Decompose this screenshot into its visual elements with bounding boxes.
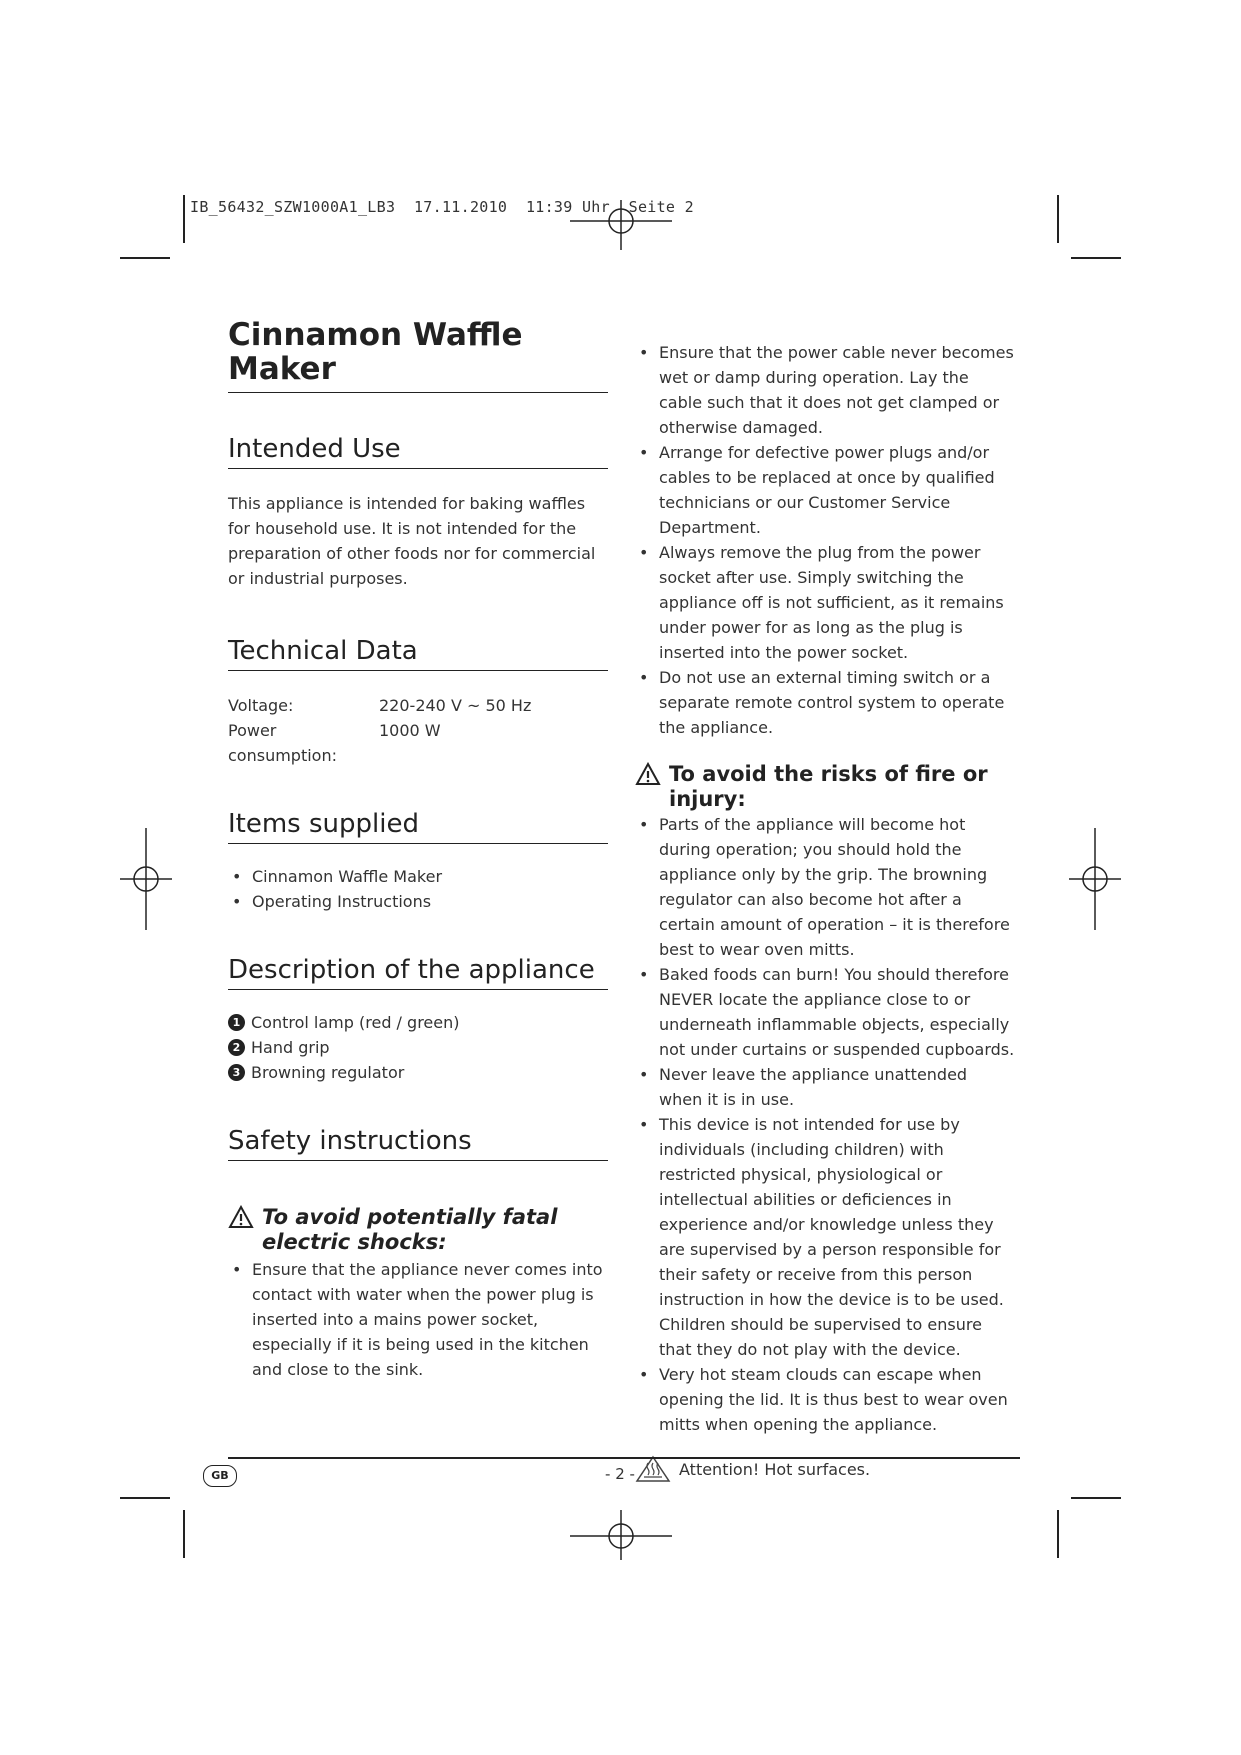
list-item xyxy=(228,1010,608,1035)
page-title: Cinnamon Waffle Maker xyxy=(228,318,608,393)
registration-mark-left-icon xyxy=(120,828,172,930)
crop-mark-top-left-horizontal xyxy=(120,257,170,259)
fire-safety-list xyxy=(635,812,1015,1437)
spec-value: 1000 W xyxy=(379,721,441,740)
list-item: • Ensure that the power cable never becomes wet or damp during operation. Lay the cable such that it does not get clamped or otherwise damaged. xyxy=(635,340,1015,440)
list-item: • Never leave the appliance unattended when it is in use. xyxy=(635,1062,1015,1112)
fire-warning-heading xyxy=(635,762,1015,812)
hot-surface-icon xyxy=(635,1455,671,1483)
list-item: • Arrange for defective power plugs and/or cables to be replaced at once by qualified technicians or our Customer Service Department. xyxy=(635,440,1015,540)
electric-safety-list-continued xyxy=(635,340,1015,740)
number-badge: 1 xyxy=(228,1014,245,1031)
list-item: • Ensure that the appliance never comes into contact with water when the power plug is inserted into a mains power socket, especially if it is being used in the kitchen and close to the sink. xyxy=(228,1257,608,1382)
number-badge: 3 xyxy=(228,1064,245,1081)
right-column xyxy=(635,340,1015,1483)
list-item: • Cinnamon Waffle Maker xyxy=(228,864,608,889)
list-item: • Operating Instructions xyxy=(228,889,608,914)
list-item: • Always remove the plug from the power socket after use. Simply switching the appliance off is not sufficient, as it remains under power for as long as the plug is inserted into the power socket. xyxy=(635,540,1015,665)
list-item xyxy=(228,1060,608,1085)
crop-mark-top-right-vertical xyxy=(1057,195,1059,243)
number-badge: 2 xyxy=(228,1039,245,1056)
slug-date: 17.11.2010 xyxy=(413,198,508,216)
registration-mark-right-icon xyxy=(1069,828,1121,930)
list-item: • Very hot steam clouds can escape when opening the lid. It is thus best to wear oven mitts when opening the appliance. xyxy=(635,1362,1015,1437)
list-item: • Baked foods can burn! You should therefore NEVER locate the appliance close to or underneath inflammable objects, especially not under curtains or suspended cupboards. xyxy=(635,962,1015,1062)
crop-mark-top-left-vertical xyxy=(183,195,185,243)
list-item: • This device is not intended for use by individuals (including children) with restricted physical, physiological or intellectual abilities or deficiences in experience and/or knowledge unless they are supervised by a person responsible for their safety or receive from this person instruction in how the device is to be used. Children should be supervised to ensure that they do not play with the device. xyxy=(635,1112,1015,1362)
print-slug xyxy=(190,198,694,216)
electric-safety-list xyxy=(228,1257,608,1382)
crop-mark-bottom-right-horizontal xyxy=(1071,1497,1121,1499)
description-label: Browning regulator xyxy=(251,1063,405,1082)
electric-warning-text: To avoid potentially fatal electric shocks: xyxy=(262,1205,558,1254)
warning-triangle-icon xyxy=(635,762,661,786)
crop-mark-bottom-left-vertical xyxy=(183,1510,185,1558)
warning-triangle-icon xyxy=(228,1205,254,1229)
spec-key: Power consumption: xyxy=(228,721,337,765)
list-item: • Do not use an external timing switch or a separate remote control system to operate the appliance. xyxy=(635,665,1015,740)
hot-surface-text: Attention! Hot surfaces. xyxy=(679,1459,871,1479)
list-item: • Parts of the appliance will become hot during operation; you should hold the appliance only by the grip. The browning regulator can also become hot after a certain amount of operation – it is therefore best to wear oven mitts. xyxy=(635,812,1015,962)
crop-mark-top-right-horizontal xyxy=(1071,257,1121,259)
technical-data-table xyxy=(228,693,608,768)
footer-divider xyxy=(228,1457,1020,1459)
items-supplied-list xyxy=(228,864,608,914)
page-number: - 2 - xyxy=(605,1465,635,1483)
intended-use-heading: Intended Use xyxy=(228,433,608,469)
spec-row-power xyxy=(228,718,608,768)
crop-mark-bottom-left-horizontal xyxy=(120,1497,170,1499)
description-label: Hand grip xyxy=(251,1038,330,1057)
registration-mark-bottom-icon xyxy=(570,1510,672,1560)
safety-heading: Safety instructions xyxy=(228,1125,608,1161)
slug-file: IB_56432_SZW1000A1_LB3 xyxy=(190,198,396,216)
language-badge: GB xyxy=(203,1465,237,1487)
description-heading: Description of the appliance xyxy=(228,954,608,990)
hot-surface-notice xyxy=(635,1455,1015,1483)
left-column xyxy=(228,318,608,1382)
slug-time: 11:39 xyxy=(525,198,573,216)
slug-page: Seite 2 xyxy=(628,198,694,216)
items-supplied-heading: Items supplied xyxy=(228,808,608,844)
technical-data-heading: Technical Data xyxy=(228,635,608,671)
description-list xyxy=(228,1010,608,1085)
spec-value: 220-240 V ~ 50 Hz xyxy=(379,696,532,715)
spec-key: Voltage: xyxy=(228,696,294,715)
slug-unit: Uhr xyxy=(581,198,610,216)
spec-row-voltage xyxy=(228,693,608,718)
list-item xyxy=(228,1035,608,1060)
electric-warning-heading xyxy=(228,1205,608,1255)
crop-mark-bottom-right-vertical xyxy=(1057,1510,1059,1558)
description-label: Control lamp (red / green) xyxy=(251,1013,460,1032)
fire-warning-text: To avoid the risks of fire or injury: xyxy=(669,762,988,811)
intended-use-text: This appliance is intended for baking waffles for household use. It is not intended for the preparation of other foods nor for commercial or industrial purposes. xyxy=(228,494,596,588)
